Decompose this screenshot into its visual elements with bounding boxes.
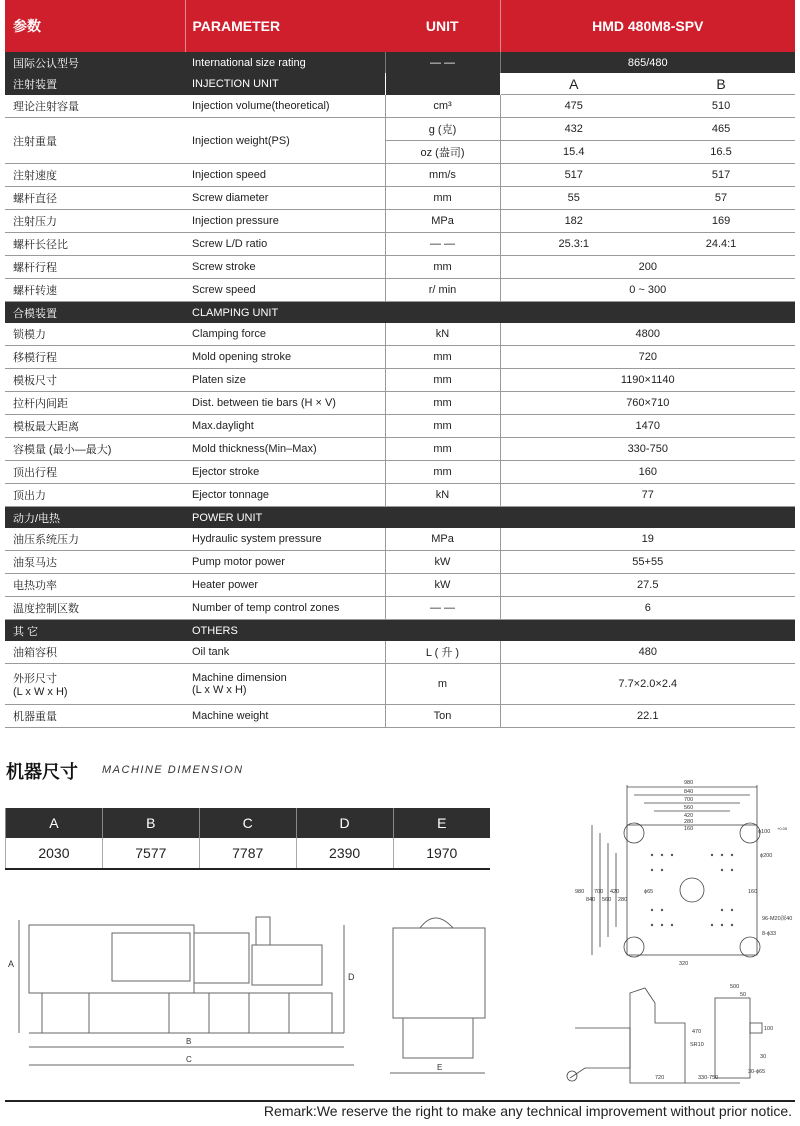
header-param-cn: 参数 (5, 0, 185, 52)
front-hopper (420, 918, 453, 928)
row-label-cn: 理论注射容量 (5, 95, 185, 118)
dim-v420: 420 (610, 889, 620, 895)
dim-100: 100 (764, 1026, 774, 1032)
row-label-cn: 油箱容积 (5, 641, 185, 664)
dim-header-c: C (199, 808, 296, 838)
row-value: 720 (500, 346, 795, 369)
spec-row-ej-stroke (5, 461, 795, 484)
row-label-en: Max.daylight (185, 415, 385, 438)
spec-table (5, 0, 795, 728)
label-b: B (186, 1037, 192, 1046)
row-value: 77 (500, 484, 795, 507)
row-value: 6 (500, 597, 795, 620)
front-body (393, 928, 485, 1018)
row-label-cn: 注射压力 (5, 210, 185, 233)
injection-nozzle-profile (570, 1028, 630, 1078)
label-30-phi65: 30-ϕ65 (748, 1069, 766, 1075)
remark-text: Remark:We reserve the right to make any technical improvement without prior notice. (263, 1103, 792, 1119)
row-label-cn: 机器重量 (5, 705, 185, 728)
row-unit: kW (385, 574, 500, 597)
dim-h160: 160 (748, 889, 758, 895)
dim-header-a: A (6, 808, 103, 838)
row-label-en: International size rating (185, 52, 385, 73)
row-label-cn: 螺杆行程 (5, 256, 185, 279)
dim-720: 720 (655, 1075, 665, 1081)
label-a: A (8, 959, 15, 969)
row-unit: oz (盎司) (385, 141, 500, 164)
label-phi100-tol: +0.05 (777, 826, 788, 831)
row-unit: g (克) (385, 118, 500, 141)
label-phi100: ϕ100 (758, 829, 771, 835)
row-label-en: Clamping force (185, 323, 385, 346)
row-unit: — — (385, 52, 500, 73)
platen-drawing (572, 775, 797, 980)
row-label-cn: 螺杆长径比 (5, 233, 185, 256)
row-value-a: 432 (500, 118, 647, 141)
label-sr10: SR10 (690, 1042, 704, 1048)
row-label-cn: 油压系统压力 (5, 528, 185, 551)
spec-row-heater (5, 574, 795, 597)
section-title-cn: 合模装置 (5, 302, 185, 324)
dim-840: 840 (684, 789, 694, 795)
dimension-table (5, 808, 490, 870)
section-title-en: CLAMPING UNIT (185, 302, 795, 324)
row-unit: — — (385, 597, 500, 620)
dim-value-b: 7577 (102, 838, 199, 869)
row-label-cn: 模板最大距离 (5, 415, 185, 438)
row-value: 760×710 (500, 392, 795, 415)
row-label-en: Injection weight(PS) (185, 118, 385, 164)
row-unit: — — (385, 233, 500, 256)
row-value: 4800 (500, 323, 795, 346)
label-c: C (186, 1055, 192, 1064)
row-value: 0 ~ 300 (500, 279, 795, 302)
row-unit: Ton (385, 705, 500, 728)
row-value-a: 475 (500, 95, 647, 118)
front-base (403, 1018, 473, 1058)
spec-row-ld (5, 233, 795, 256)
row-value-b: 57 (647, 187, 795, 210)
row-value: 1470 (500, 415, 795, 438)
row-unit: mm (385, 346, 500, 369)
moving-platen-profile (715, 998, 750, 1078)
row-value: 19 (500, 528, 795, 551)
spec-row-pump (5, 551, 795, 574)
spec-row-hyd (5, 528, 795, 551)
row-label-en: Heater power (185, 574, 385, 597)
row-unit: L ( 升 ) (385, 641, 500, 664)
row-label-en: Ejector stroke (185, 461, 385, 484)
spec-row-stroke (5, 256, 795, 279)
section-others (5, 620, 795, 642)
row-label-en: Screw speed (185, 279, 385, 302)
dim-header-e: E (393, 808, 490, 838)
label-tap: 96-M20深40 (762, 916, 793, 922)
row-label-en-line1: Machine dimension (192, 672, 287, 684)
row-label-en: Machine weight (185, 705, 385, 728)
row-label-en: Platen size (185, 369, 385, 392)
dim-50: 50 (740, 992, 747, 998)
row-unit: kN (385, 484, 500, 507)
header-param-en: PARAMETER (185, 0, 385, 52)
machine-front-view (385, 908, 490, 1083)
row-label-en: Ejector tonnage (185, 484, 385, 507)
section-clamping (5, 302, 795, 324)
row-label-cn: 温度控制区数 (5, 597, 185, 620)
dim-420: 420 (684, 813, 694, 819)
row-label-cn: 拉杆内间距 (5, 392, 185, 415)
section-title-en: POWER UNIT (185, 507, 795, 529)
row-value: 1190×1140 (500, 369, 795, 392)
header-unit: UNIT (385, 0, 500, 52)
row-value: 160 (500, 461, 795, 484)
row-label-cn: 注射重量 (5, 118, 185, 164)
row-unit: mm (385, 461, 500, 484)
fixed-platen-profile (630, 988, 685, 1083)
dimension-title-en: MACHINE DIMENSION (102, 764, 244, 776)
dim-header-b: B (102, 808, 199, 838)
row-label-en: Mold thickness(Min–Max) (185, 438, 385, 461)
dim-30: 30 (760, 1054, 767, 1060)
dim-v980: 980 (575, 889, 585, 895)
row-label-en: Number of temp control zones (185, 597, 385, 620)
row-label-cn: 螺杆转速 (5, 279, 185, 302)
dim-v280: 280 (618, 897, 628, 903)
row-unit: MPa (385, 210, 500, 233)
row-unit: m (385, 664, 500, 705)
row-label-cn: 电热功率 (5, 574, 185, 597)
label-d: D (348, 972, 355, 982)
row-label-cn: 移模行程 (5, 346, 185, 369)
center-ring (680, 878, 704, 902)
row-unit: mm (385, 256, 500, 279)
row-unit: mm/s (385, 164, 500, 187)
dim-value-d: 2390 (296, 838, 393, 869)
row-unit: kW (385, 551, 500, 574)
dim-header-d: D (296, 808, 393, 838)
row-label-en: Screw L/D ratio (185, 233, 385, 256)
section-power (5, 507, 795, 529)
spec-row-inj-vol (5, 95, 795, 118)
row-value-a: 182 (500, 210, 647, 233)
spec-row-tiebar (5, 392, 795, 415)
col-b-label: B (647, 73, 795, 95)
section-title-cn: 动力/电热 (5, 507, 185, 529)
dim-value-e: 1970 (393, 838, 490, 869)
row-label-cn: 顶出力 (5, 484, 185, 507)
row-value: 200 (500, 256, 795, 279)
spec-row-inj-press (5, 210, 795, 233)
row-label-en: Injection speed (185, 164, 385, 187)
spec-row-screw-dia (5, 187, 795, 210)
dim-980: 980 (684, 780, 694, 786)
row-label-cn (5, 664, 185, 705)
spec-row-inj-speed (5, 164, 795, 187)
ejector-plate (750, 1023, 762, 1033)
spec-row-inj-wt (5, 118, 795, 141)
spec-row-zones (5, 597, 795, 620)
row-value: 7.7×2.0×2.4 (500, 664, 795, 705)
col-a-label: A (500, 73, 647, 95)
row-unit: kN (385, 323, 500, 346)
row-label-cn-line1: 外形尺寸 (13, 673, 57, 685)
row-label-cn: 注射速度 (5, 164, 185, 187)
dim-value-c: 7787 (199, 838, 296, 869)
spec-row-clamp-force (5, 323, 795, 346)
section-unit-blank (385, 73, 500, 95)
row-value-b: 465 (647, 118, 795, 141)
row-label-cn: 顶出行程 (5, 461, 185, 484)
dimension-title-cn: 机器尺寸 (6, 762, 78, 782)
nozzle-drawing (560, 978, 785, 1088)
row-label-en: Dist. between tie bars (H × V) (185, 392, 385, 415)
row-value-b: 510 (647, 95, 795, 118)
spec-row-intl (5, 52, 795, 73)
spec-row-ej-ton (5, 484, 795, 507)
row-label-en: Hydraulic system pressure (185, 528, 385, 551)
row-unit: mm (385, 415, 500, 438)
row-value: 55+55 (500, 551, 795, 574)
section-title-en: OTHERS (185, 620, 795, 642)
row-value: 27.5 (500, 574, 795, 597)
dim-500: 500 (730, 984, 740, 990)
dim-700: 700 (684, 797, 694, 803)
dim-330-750: 330-750 (698, 1075, 719, 1081)
row-label-en: Oil tank (185, 641, 385, 664)
spec-row-mweight (5, 705, 795, 728)
row-label-cn: 容模量 (最小—最大) (5, 438, 185, 461)
dim-160: 160 (684, 826, 694, 832)
row-unit: mm (385, 392, 500, 415)
section-injection (5, 73, 795, 95)
row-label-cn: 锁模力 (5, 323, 185, 346)
header-model: HMD 480M8-SPV (500, 0, 795, 52)
row-value-b: 169 (647, 210, 795, 233)
row-label-en (185, 664, 385, 705)
dim-v840: 840 (586, 897, 596, 903)
dim-560: 560 (684, 805, 694, 811)
machine-side-view (4, 905, 364, 1080)
clamp-window (112, 933, 190, 981)
section-title-cn: 其 它 (5, 620, 185, 642)
row-label-cn: 油泵马达 (5, 551, 185, 574)
dim-v560: 560 (602, 897, 612, 903)
row-label-en: Mold opening stroke (185, 346, 385, 369)
row-label-en: Screw diameter (185, 187, 385, 210)
nozzle-tip (567, 1071, 577, 1081)
section-title-en: INJECTION UNIT (185, 73, 385, 95)
row-unit: mm (385, 438, 500, 461)
footer-rule (5, 1100, 795, 1102)
injection-unit (252, 945, 322, 985)
row-unit: r/ min (385, 279, 500, 302)
dimension-header-row (6, 808, 491, 838)
row-unit: mm (385, 369, 500, 392)
spec-row-thickness (5, 438, 795, 461)
row-value-b: 517 (647, 164, 795, 187)
row-label-cn-line2: (L x W x H) (13, 686, 68, 698)
dim-280: 280 (684, 819, 694, 825)
dim-470: 470 (692, 1029, 702, 1035)
spec-header-row (5, 0, 795, 52)
spec-row-platen (5, 369, 795, 392)
row-label-cn: 国际公认型号 (5, 52, 185, 73)
row-label-en: Injection volume(theoretical) (185, 95, 385, 118)
dimension-value-row (6, 838, 491, 869)
section-title-cn: 注射装置 (5, 73, 185, 95)
hopper (256, 917, 270, 945)
label-holes: 8-ϕ33 (762, 931, 777, 937)
row-value-b: 16.5 (647, 141, 795, 164)
row-value: 865/480 (500, 52, 795, 73)
row-value-a: 15.4 (500, 141, 647, 164)
row-value: 480 (500, 641, 795, 664)
row-label-en-line2: (L x W x H) (192, 684, 247, 696)
row-value: 22.1 (500, 705, 795, 728)
row-label-en: Screw stroke (185, 256, 385, 279)
row-value: 330-750 (500, 438, 795, 461)
dim-320: 320 (679, 961, 689, 967)
row-value-a: 25.3:1 (500, 233, 647, 256)
spec-row-speed (5, 279, 795, 302)
spec-row-oil (5, 641, 795, 664)
spec-row-mdim (5, 664, 795, 705)
label-phi200: ϕ200 (760, 853, 773, 859)
row-value-b: 24.4:1 (647, 233, 795, 256)
row-label-cn: 模板尺寸 (5, 369, 185, 392)
row-label-cn: 螺杆直径 (5, 187, 185, 210)
row-unit: mm (385, 187, 500, 210)
dim-value-a: 2030 (6, 838, 103, 869)
row-unit: cm³ (385, 95, 500, 118)
row-unit: MPa (385, 528, 500, 551)
row-label-en: Pump motor power (185, 551, 385, 574)
injection-barrel (194, 933, 249, 983)
dim-v700: 700 (594, 889, 604, 895)
spec-row-daylight (5, 415, 795, 438)
spec-row-open-stroke (5, 346, 795, 369)
row-value-a: 55 (500, 187, 647, 210)
row-value-a: 517 (500, 164, 647, 187)
row-label-en: Injection pressure (185, 210, 385, 233)
label-phi65: ϕ65 (644, 889, 654, 895)
label-e: E (437, 1063, 443, 1072)
